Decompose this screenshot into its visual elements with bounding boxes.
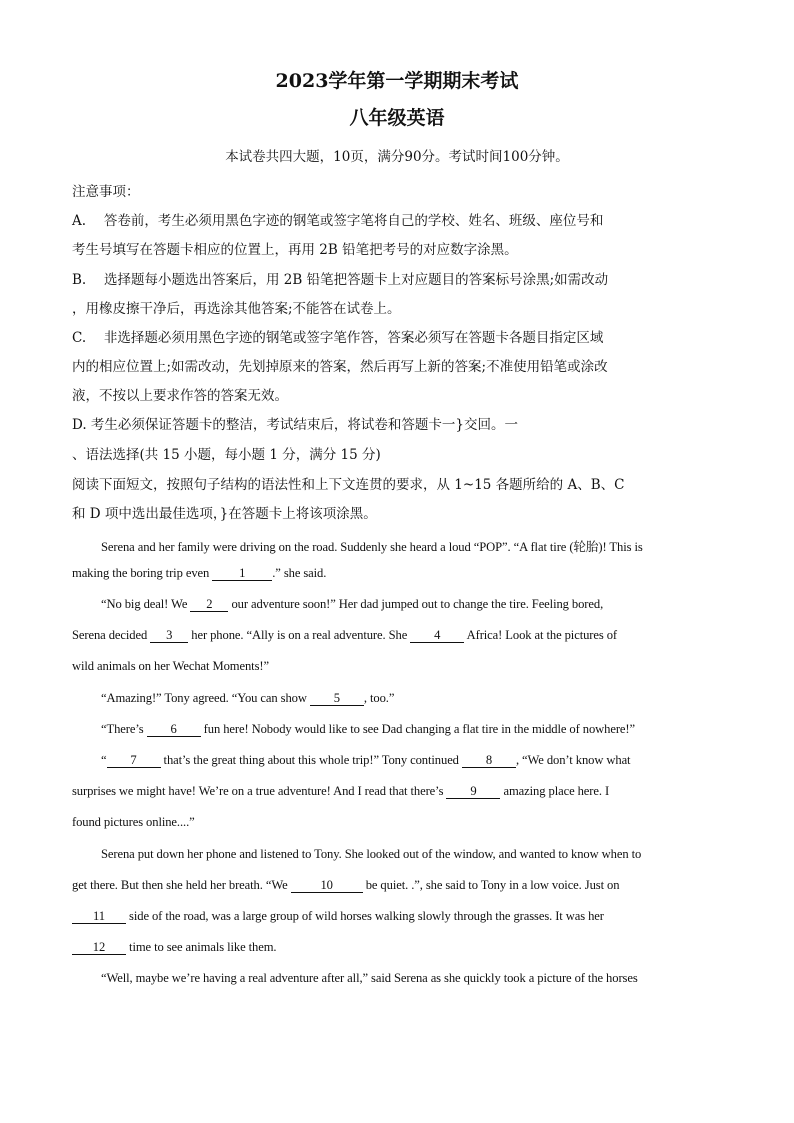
passage-line-13 <box>72 909 722 924</box>
note-c-line2: 内的相应位置上;如需改动，先划掉原来的答案，然后再写上新的答案;不准使用铅笔或涂改 <box>72 359 608 375</box>
passage-text: that’s the great thing about this whole trip!” Tony continued <box>160 753 462 767</box>
note-c-line1: C. 非选择题必须用黑色字迹的钢笔或签字笔作答，答案必须写在答题卡各题目指定区域 <box>72 330 604 346</box>
blank-12: 12 <box>72 940 126 955</box>
passage-text: her phone. “Ally is on a real adventure. She <box>188 628 411 642</box>
passage-text: fun here! Nobody would like to see Dad changing a flat tire in the middle of nowhere!” <box>200 722 635 736</box>
note-b-line2: ，用橡皮擦干净后，再选涂其他答案;不能答在试卷上。 <box>72 301 401 317</box>
passage-text: side of the road, was a large group of wild horses walking slowly through the grasses. It was her <box>126 909 604 923</box>
blank-11: 11 <box>72 909 126 924</box>
passage-text: Africa! Look at the pictures of <box>464 628 618 642</box>
blank-5: 5 <box>310 691 364 706</box>
passage-line-8 <box>72 753 751 768</box>
passage-text: “No big deal! We <box>101 597 191 611</box>
passage-line-4 <box>72 628 722 643</box>
section-instruction-line1: 阅读下面短文，按照句子结构的语法性和上下文连贯的要求，从 1~15 各题所给的 A、B、C <box>72 477 625 493</box>
passage-text: .” she said. <box>272 566 327 580</box>
passage-text: get there. But then she held her breath. “We <box>72 878 291 892</box>
passage-text: “There’s <box>101 722 147 736</box>
blank-1: 1 <box>212 566 272 581</box>
passage-text: our adventure soon!” Her dad jumped out to change the tire. Feeling bored, <box>228 597 604 611</box>
passage-line-9 <box>72 784 722 799</box>
passage-text: “Amazing!” Tony agreed. “You can show <box>101 691 310 705</box>
passage-text: making the boring trip even <box>72 566 213 580</box>
passage-text: , too.” <box>363 691 395 705</box>
passage-line-1: Serena and her family were driving on the road. Suddenly she heard a loud “POP”. “A flat tire (轮胎)! This is <box>101 540 643 554</box>
passage-text: Serena decided <box>72 628 151 642</box>
blank-9: 9 <box>446 784 500 799</box>
passage-text: time to see animals like them. <box>126 940 277 954</box>
passage-text: “ <box>101 753 107 767</box>
blank-7: 7 <box>107 753 161 768</box>
blank-4: 4 <box>410 628 464 643</box>
note-d-line1: D. 考生必须保证答题卡的整洁，考试结束后，将试卷和答题卡一}交回。一 <box>72 417 519 433</box>
note-a-line1: A. 答卷前，考生必须用黑色字迹的钢笔或签字笔将自己的学校、姓名、班级、座位号和 <box>72 213 604 229</box>
passage-text: amazing place here. I <box>500 784 610 798</box>
blank-8: 8 <box>462 753 516 768</box>
passage-text: surprises we might have! We’re on a true adventure! And I read that there’s <box>72 784 447 798</box>
note-c-line3: 液，不按以上要求作答的答案无效。 <box>72 388 288 404</box>
blank-3: 3 <box>150 628 188 643</box>
section-instruction-line2: 和 D 项中选出最佳选项，}在答题卡上将该项涂黑。 <box>72 506 377 522</box>
exam-info: 本试卷共四大题，10页，满分90分。考试时间100分钟。 <box>225 149 569 165</box>
blank-2: 2 <box>190 597 228 612</box>
section-title: 、语法选择(共 15 小题，每小题 1 分，满分 15 分) <box>72 447 381 463</box>
blank-6: 6 <box>147 722 201 737</box>
exam-title: 2023学年第一学期期末考试 <box>275 70 519 92</box>
passage-line-15: “Well, maybe we’re having a real adventure after all,” said Serena as she quickly took a picture of the horses <box>101 971 638 985</box>
passage-line-14 <box>72 940 722 955</box>
note-a-line2: 考生号填写在答题卡相应的位置上，再用 2B 铅笔把考号的对应数字涂黑。 <box>72 242 518 258</box>
passage-line-2 <box>72 566 722 581</box>
passage-line-6 <box>72 691 751 706</box>
blank-10: 10 <box>291 878 363 893</box>
passage-line-12 <box>72 878 722 893</box>
note-b-line1: B. 选择题每小题选出答案后，用 2B 铅笔把答题卡上对应题目的答案标号涂黑;如需改动 <box>72 272 609 288</box>
passage-line-3 <box>72 597 751 612</box>
passage-line-7 <box>72 722 751 737</box>
passage-text: be quiet. .”, she said to Tony in a low voice. Just on <box>362 878 620 892</box>
passage-line-10: found pictures online....” <box>72 815 195 829</box>
exam-subject: 八年级英语 <box>349 107 445 129</box>
passage-line-5: wild animals on her Wechat Moments!” <box>72 659 269 673</box>
passage-line-11: Serena put down her phone and listened to Tony. She looked out of the window, and wanted to know when to <box>101 847 642 861</box>
notes-heading: 注意事项： <box>72 184 140 200</box>
passage-text: , “We don’t know what <box>515 753 631 767</box>
